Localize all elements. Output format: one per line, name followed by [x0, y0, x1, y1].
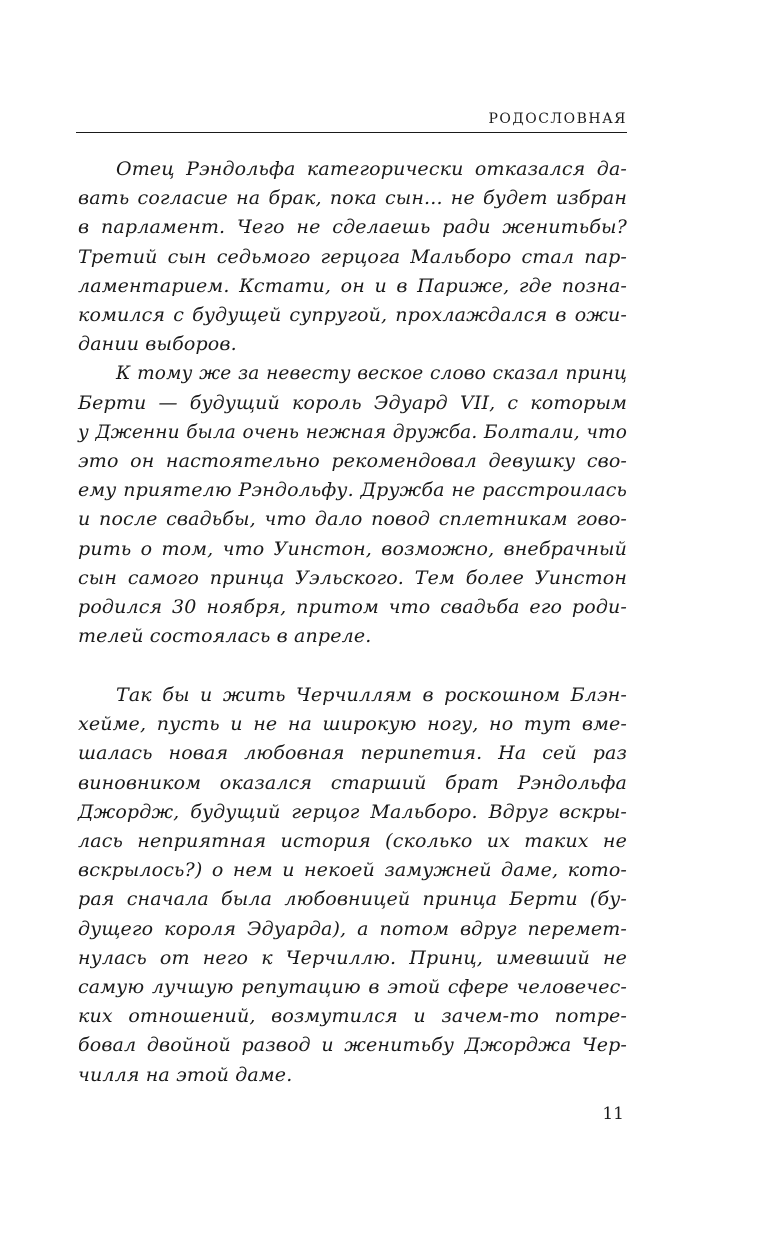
text-line: это он настоятельно рекомендовал девушку сво-	[78, 450, 627, 473]
text-line: нулась от него к Черчиллю. Принц, имевший не	[78, 946, 627, 969]
text-line: телей состоялась в апреле.	[78, 625, 372, 648]
text-line: виновником оказался старший брат Рэндольфа	[78, 771, 627, 794]
text-line: родился 30 ноября, притом что свадьба его роди-	[78, 596, 627, 619]
text-line: хейме, пусть и не на широкую ногу, но тут вме-	[78, 713, 627, 736]
text-line: шалась новая любовная перипетия. На сей раз	[78, 742, 627, 765]
text-line: в парламент. Чего не сделаешь ради женитьбы?	[78, 216, 627, 239]
text-line: вскрылось?) о нем и некоей замужней даме, кото-	[78, 859, 627, 882]
text-line: дущего короля Эдуарда), а потом вдруг перемет-	[78, 917, 627, 940]
text-line: дании выборов.	[78, 333, 237, 356]
page-number: 11	[602, 1104, 624, 1124]
text-line: ких отношений, возмутился и зачем-то потре-	[78, 1005, 627, 1028]
text-line: Джордж, будущий герцог Мальборо. Вдруг вскры-	[78, 800, 627, 823]
text-line: Третий сын седьмого герцога Мальборо стал пар-	[78, 245, 627, 268]
text-line: вать согласие на брак, пока сын... не будет избран	[78, 187, 627, 210]
text-line: и после свадьбы, что дало повод сплетникам гово-	[78, 508, 627, 531]
text-line: самую лучшую репутацию в этой сфере человечес-	[78, 976, 627, 999]
text-line: рить о том, что Уинстон, возможно, внебрачный	[78, 537, 627, 560]
text-line: Так бы и жить Черчиллям в роскошном Блэн-	[116, 684, 627, 706]
text-line: сын самого принца Уэльского. Тем более Уинстон	[78, 566, 627, 589]
text-line: лась неприятная история (сколько их таких не	[78, 830, 627, 853]
text-line: у Дженни была очень нежная дружба. Болтали, что	[78, 421, 627, 443]
text-line: ламентарием. Кстати, он и в Париже, где позна-	[78, 274, 627, 297]
text-line: комился с будущей супругой, прохлаждался в ожи-	[78, 304, 627, 327]
text-line: бовал двойной развод и женитьбу Джорджа Чер-	[78, 1034, 627, 1057]
text-block-1	[78, 155, 627, 651]
text-line: К тому же за невесту веское слово сказал принц	[116, 363, 627, 385]
text-line: ему приятелю Рэндольфу. Дружба не расстроилась	[78, 479, 627, 502]
text-line: Отец Рэндольфа категорически отказался да-	[116, 158, 627, 180]
text-line: рая сначала была любовницей принца Берти (бу-	[78, 888, 627, 911]
text-line: Берти — будущий король Эдуард VII, с которым	[78, 391, 627, 414]
running-title: РОДОСЛОВНАЯ	[76, 110, 627, 133]
text-block-2	[78, 681, 627, 1090]
text-line: чилля на этой даме.	[78, 1063, 293, 1086]
